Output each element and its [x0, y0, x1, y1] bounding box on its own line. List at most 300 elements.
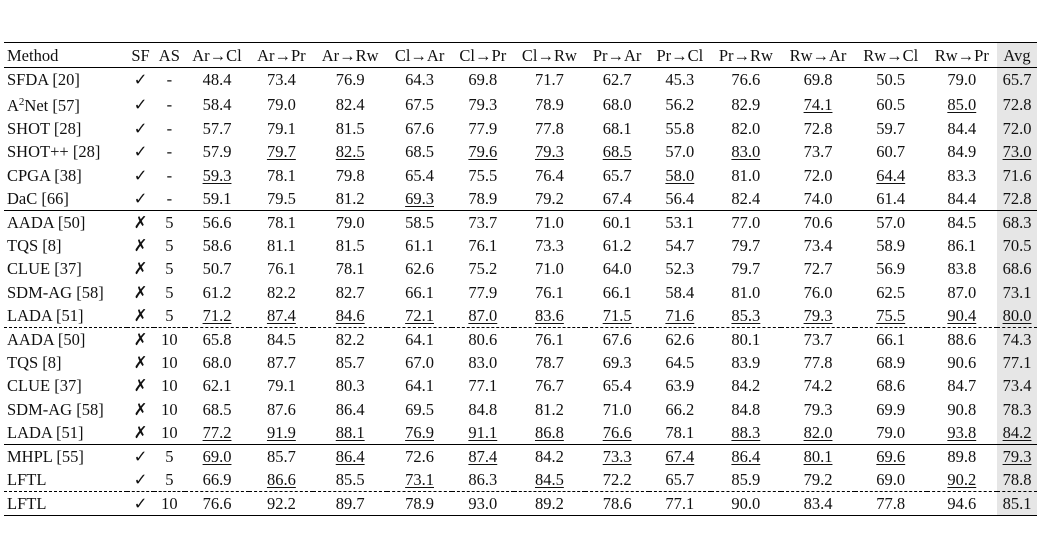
results-table [4, 42, 1037, 516]
sf-cell: ✗ [133, 399, 148, 419]
avg-cell: 65.7 [997, 68, 1037, 92]
as-cell: 10 [161, 422, 178, 442]
value-cell: 90.0 [711, 492, 781, 516]
as-cell: - [166, 94, 173, 114]
value-cell: 78.1 [665, 422, 695, 442]
table-row [4, 397, 1037, 420]
value-cell: 87.0 [468, 305, 498, 325]
table-body [4, 68, 1037, 516]
value-cell: 76.1 [468, 236, 498, 256]
sf-cell: ✓ [133, 165, 148, 185]
table-row [4, 492, 1037, 516]
table-row [4, 257, 1037, 280]
value-cell: 68.5 [602, 142, 632, 162]
value-cell: 69.3 [602, 353, 632, 373]
value-cell: 57.0 [855, 210, 927, 234]
method-cell: TQS [8] [7, 353, 62, 373]
method-cell: LADA [51] [7, 305, 84, 325]
value-cell: 77.0 [711, 210, 781, 234]
value-cell: 83.4 [781, 492, 855, 516]
value-cell: 67.5 [405, 94, 434, 114]
value-cell: 57.9 [202, 142, 232, 162]
sf-cell: ✓ [133, 119, 148, 139]
value-cell: 86.4 [313, 444, 387, 468]
avg-cell: 79.3 [997, 444, 1037, 468]
column-header: Cl→Pr [452, 43, 514, 68]
value-cell: 48.4 [202, 70, 232, 90]
value-cell: 75.5 [468, 165, 498, 185]
value-cell: 79.0 [876, 422, 906, 442]
column-header: SF [127, 43, 154, 68]
method-cell: CLUE [37] [7, 259, 82, 279]
value-cell: 81.2 [534, 399, 564, 419]
value-cell: 63.9 [665, 376, 695, 396]
value-cell: 77.9 [468, 282, 498, 302]
sf-cell: ✗ [133, 236, 148, 256]
value-cell: 77.8 [534, 119, 564, 139]
method-cell: SDM-AG [58] [7, 282, 104, 302]
avg-cell: 73.0 [997, 140, 1037, 163]
sf-cell: ✓ [127, 492, 154, 516]
as-cell: 5 [165, 305, 174, 325]
sf-cell: ✓ [133, 70, 148, 90]
value-cell: 62.6 [649, 327, 711, 351]
value-cell: 82.4 [335, 94, 365, 114]
value-cell: 80.6 [452, 327, 514, 351]
method-cell: LFTL [7, 470, 47, 490]
column-header: Rw→Cl [855, 43, 927, 68]
value-cell: 82.5 [335, 142, 365, 162]
value-cell: 74.1 [803, 94, 833, 114]
sf-cell: ✗ [133, 282, 148, 302]
sf-cell: ✓ [133, 470, 148, 490]
value-cell: 56.6 [185, 210, 250, 234]
value-cell: 67.6 [585, 327, 649, 351]
value-cell: 60.7 [876, 142, 906, 162]
value-cell: 68.5 [405, 142, 434, 162]
value-cell: 76.6 [185, 492, 250, 516]
value-cell: 64.1 [387, 327, 452, 351]
value-cell: 79.6 [468, 142, 498, 162]
value-cell: 71.2 [202, 305, 232, 325]
value-cell: 81.2 [335, 188, 365, 208]
as-cell: - [166, 165, 173, 185]
value-cell: 88.3 [731, 422, 761, 442]
value-cell: 83.9 [731, 353, 761, 373]
value-cell: 72.7 [803, 259, 833, 279]
value-cell: 82.2 [266, 282, 296, 302]
value-cell: 86.3 [468, 470, 498, 490]
value-cell: 86.4 [335, 399, 365, 419]
value-cell: 81.0 [731, 165, 761, 185]
value-cell: 68.1 [602, 119, 632, 139]
value-cell: 78.7 [534, 353, 564, 373]
avg-cell: 68.6 [997, 257, 1037, 280]
value-cell: 84.5 [927, 210, 997, 234]
value-cell: 68.0 [202, 353, 232, 373]
as-cell: 10 [161, 376, 178, 396]
value-cell: 79.5 [266, 188, 296, 208]
sf-cell: ✓ [133, 142, 148, 162]
value-cell: 81.1 [266, 236, 296, 256]
value-cell: 84.4 [947, 119, 977, 139]
value-cell: 58.0 [665, 165, 695, 185]
value-cell: 79.2 [534, 188, 564, 208]
table-row [4, 210, 1037, 234]
value-cell: 64.0 [602, 259, 632, 279]
value-cell: 77.1 [649, 492, 711, 516]
value-cell: 71.0 [534, 259, 564, 279]
value-cell: 62.1 [202, 376, 232, 396]
value-cell: 86.1 [947, 236, 977, 256]
value-cell: 69.8 [803, 70, 833, 90]
value-cell: 56.9 [876, 259, 906, 279]
sf-cell: ✗ [127, 210, 154, 234]
as-cell: - [166, 70, 173, 90]
value-cell: 83.6 [534, 305, 564, 325]
table-row [4, 281, 1037, 304]
as-cell: 5 [165, 259, 174, 279]
value-cell: 78.6 [585, 492, 649, 516]
method-cell: SDM-AG [58] [7, 399, 104, 419]
table-row [4, 468, 1037, 492]
value-cell: 66.9 [202, 470, 232, 490]
method-cell: SHOT [28] [7, 119, 82, 139]
as-cell: 5 [154, 444, 184, 468]
value-cell: 64.5 [665, 353, 695, 373]
value-cell: 76.1 [266, 259, 296, 279]
value-cell: 58.6 [202, 236, 232, 256]
value-cell: 73.7 [452, 210, 514, 234]
value-cell: 94.6 [927, 492, 997, 516]
value-cell: 79.0 [266, 94, 296, 114]
value-cell: 73.4 [803, 236, 833, 256]
value-cell: 76.9 [405, 422, 434, 442]
value-cell: 62.7 [602, 70, 632, 90]
value-cell: 89.2 [514, 492, 586, 516]
table-row [4, 421, 1037, 445]
as-cell: - [166, 142, 173, 162]
method-cell: SHOT++ [28] [7, 142, 101, 162]
value-cell: 72.6 [387, 444, 452, 468]
value-cell: 79.3 [803, 305, 833, 325]
value-cell: 82.0 [803, 422, 833, 442]
value-cell: 77.8 [803, 353, 833, 373]
value-cell: 68.6 [876, 376, 906, 396]
table-row [4, 117, 1037, 140]
value-cell: 69.0 [185, 444, 250, 468]
table-row [4, 187, 1037, 211]
value-cell: 85.5 [335, 470, 365, 490]
value-cell: 73.4 [266, 70, 296, 90]
value-cell: 58.9 [876, 236, 906, 256]
table-row [4, 234, 1037, 257]
value-cell: 86.6 [266, 470, 296, 490]
value-cell: 59.7 [876, 119, 906, 139]
value-cell: 85.9 [731, 470, 761, 490]
method-cell: SFDA [20] [7, 70, 80, 90]
value-cell: 87.7 [266, 353, 296, 373]
value-cell: 52.3 [665, 259, 695, 279]
value-cell: 61.2 [602, 236, 632, 256]
avg-cell: 78.3 [997, 397, 1037, 420]
value-cell: 80.1 [781, 444, 855, 468]
table-row [4, 304, 1037, 328]
value-cell: 79.7 [266, 142, 296, 162]
value-cell: 77.2 [202, 422, 232, 442]
column-header: Pr→Cl [649, 43, 711, 68]
value-cell: 50.5 [876, 70, 906, 90]
value-cell: 76.6 [731, 70, 761, 90]
value-cell: 71.0 [602, 399, 632, 419]
method-cell: AADA [50] [4, 210, 127, 234]
sf-cell: ✗ [133, 259, 148, 279]
value-cell: 56.2 [665, 94, 695, 114]
value-cell: 69.3 [405, 188, 434, 208]
value-cell: 67.6 [405, 119, 434, 139]
value-cell: 75.5 [876, 305, 906, 325]
value-cell: 84.8 [468, 399, 498, 419]
value-cell: 68.5 [202, 399, 232, 419]
value-cell: 54.7 [665, 236, 695, 256]
value-cell: 79.8 [335, 165, 365, 185]
value-cell: 61.4 [876, 188, 906, 208]
value-cell: 81.5 [335, 119, 365, 139]
value-cell: 85.7 [335, 353, 365, 373]
column-header: Rw→Pr [927, 43, 997, 68]
method-cell: $A^2Net$ [57] [7, 96, 80, 116]
value-cell: 60.1 [585, 210, 649, 234]
value-cell: 76.1 [534, 282, 564, 302]
sf-cell: ✗ [133, 305, 148, 325]
value-cell: 83.3 [947, 165, 977, 185]
value-cell: 72.1 [405, 305, 434, 325]
column-header: Rw→Ar [781, 43, 855, 68]
value-cell: 79.7 [731, 259, 761, 279]
value-cell: 84.2 [731, 376, 761, 396]
value-cell: 83.8 [947, 259, 977, 279]
value-cell: 50.7 [202, 259, 232, 279]
column-header: Ar→Pr [249, 43, 313, 68]
value-cell: 84.2 [514, 444, 586, 468]
value-cell: 81.5 [335, 236, 365, 256]
table-row [4, 374, 1037, 397]
value-cell: 68.9 [876, 353, 906, 373]
value-cell: 59.1 [202, 188, 232, 208]
avg-cell: 73.4 [997, 374, 1037, 397]
value-cell: 75.2 [468, 259, 498, 279]
value-cell: 86.8 [534, 422, 564, 442]
value-cell: 82.0 [731, 119, 761, 139]
value-cell: 87.0 [947, 282, 977, 302]
value-cell: 78.9 [387, 492, 452, 516]
table-row [4, 164, 1037, 187]
value-cell: 79.3 [803, 399, 833, 419]
value-cell: 88.1 [335, 422, 365, 442]
value-cell: 66.1 [855, 327, 927, 351]
method-cell: TQS [8] [7, 236, 62, 256]
value-cell: 84.6 [335, 305, 365, 325]
value-cell: 76.4 [534, 165, 564, 185]
value-cell: 90.6 [947, 353, 977, 373]
as-cell: - [166, 188, 173, 208]
value-cell: 59.3 [202, 165, 232, 185]
table-row [4, 140, 1037, 163]
value-cell: 58.4 [665, 282, 695, 302]
value-cell: 56.4 [665, 188, 695, 208]
avg-cell: 73.1 [997, 281, 1037, 304]
value-cell: 87.4 [452, 444, 514, 468]
table-row [4, 68, 1037, 92]
sf-cell: ✗ [127, 327, 154, 351]
method-cell: DaC [66] [7, 188, 69, 208]
value-cell: 69.9 [876, 399, 906, 419]
as-cell: 5 [165, 236, 174, 256]
avg-cell: 74.3 [997, 327, 1037, 351]
value-cell: 83.0 [468, 353, 498, 373]
value-cell: 61.1 [405, 236, 434, 256]
value-cell: 74.2 [803, 376, 833, 396]
value-cell: 73.7 [803, 142, 833, 162]
value-cell: 79.3 [468, 94, 498, 114]
value-cell: 67.0 [405, 353, 434, 373]
value-cell: 93.8 [947, 422, 977, 442]
as-cell: 5 [154, 210, 184, 234]
value-cell: 60.5 [876, 94, 906, 114]
value-cell: 86.4 [711, 444, 781, 468]
value-cell: 65.4 [602, 376, 632, 396]
value-cell: 64.4 [876, 165, 906, 185]
avg-cell: 70.5 [997, 234, 1037, 257]
as-cell: 5 [165, 282, 174, 302]
value-cell: 76.6 [602, 422, 632, 442]
value-cell: 77.9 [468, 119, 498, 139]
value-cell: 85.3 [731, 305, 761, 325]
value-cell: 79.1 [266, 119, 296, 139]
value-cell: 84.8 [731, 399, 761, 419]
value-cell: 45.3 [665, 70, 695, 90]
value-cell: 90.2 [947, 470, 977, 490]
method-cell: MHPL [55] [4, 444, 127, 468]
value-cell: 80.1 [711, 327, 781, 351]
column-header: AS [154, 43, 184, 68]
value-cell: 91.1 [468, 422, 498, 442]
column-header: Pr→Rw [711, 43, 781, 68]
avg-cell: 72.8 [997, 187, 1037, 211]
column-header: Ar→Cl [185, 43, 250, 68]
value-cell: 53.1 [649, 210, 711, 234]
value-cell: 62.6 [405, 259, 434, 279]
as-cell: 10 [154, 492, 184, 516]
value-cell: 78.1 [266, 165, 296, 185]
sf-cell: ✓ [133, 94, 148, 114]
value-cell: 82.7 [335, 282, 365, 302]
value-cell: 73.3 [534, 236, 564, 256]
value-cell: 76.7 [534, 376, 564, 396]
value-cell: 58.4 [202, 94, 232, 114]
avg-cell: 78.8 [997, 468, 1037, 492]
value-cell: 79.0 [947, 70, 977, 90]
value-cell: 78.9 [534, 94, 564, 114]
sf-cell: ✗ [133, 353, 148, 373]
column-header: Method [4, 43, 127, 68]
value-cell: 81.0 [731, 282, 761, 302]
value-cell: 76.0 [803, 282, 833, 302]
as-cell: 5 [165, 470, 174, 490]
value-cell: 93.0 [452, 492, 514, 516]
value-cell: 79.2 [803, 470, 833, 490]
avg-cell: 71.6 [997, 164, 1037, 187]
value-cell: 72.0 [803, 165, 833, 185]
table-row [4, 444, 1037, 468]
value-cell: 57.0 [665, 142, 695, 162]
avg-cell: 84.2 [997, 421, 1037, 445]
value-cell: 65.7 [665, 470, 695, 490]
value-cell: 65.7 [602, 165, 632, 185]
value-cell: 70.6 [781, 210, 855, 234]
value-cell: 84.4 [947, 188, 977, 208]
avg-cell: 85.1 [997, 492, 1037, 516]
value-cell: 77.1 [468, 376, 498, 396]
value-cell: 62.5 [876, 282, 906, 302]
table-row [4, 327, 1037, 351]
value-cell: 68.0 [602, 94, 632, 114]
value-cell: 76.9 [335, 70, 365, 90]
value-cell: 64.1 [405, 376, 434, 396]
value-cell: 90.4 [947, 305, 977, 325]
method-cell: CPGA [38] [7, 165, 82, 185]
avg-cell: 77.1 [997, 351, 1037, 374]
as-cell: 10 [154, 327, 184, 351]
value-cell: 78.9 [468, 188, 498, 208]
value-cell: 82.4 [731, 188, 761, 208]
value-cell: 67.4 [602, 188, 632, 208]
value-cell: 79.0 [313, 210, 387, 234]
avg-cell: 72.8 [997, 91, 1037, 117]
method-cell: CLUE [37] [7, 376, 82, 396]
column-header: Ar→Rw [313, 43, 387, 68]
value-cell: 78.1 [249, 210, 313, 234]
value-cell: 72.8 [803, 119, 833, 139]
value-cell: 82.9 [731, 94, 761, 114]
value-cell: 87.6 [266, 399, 296, 419]
value-cell: 72.2 [602, 470, 632, 490]
value-cell: 91.9 [266, 422, 296, 442]
header-row [4, 43, 1037, 68]
value-cell: 71.6 [665, 305, 695, 325]
value-cell: 85.7 [249, 444, 313, 468]
table-row [4, 91, 1037, 117]
avg-cell: 72.0 [997, 117, 1037, 140]
method-cell: AADA [50] [4, 327, 127, 351]
value-cell: 71.7 [534, 70, 564, 90]
value-cell: 73.1 [405, 470, 434, 490]
value-cell: 84.5 [534, 470, 564, 490]
value-cell: 69.8 [468, 70, 498, 90]
value-cell: 66.1 [405, 282, 434, 302]
value-cell: 73.7 [781, 327, 855, 351]
value-cell: 57.7 [202, 119, 232, 139]
as-cell: 10 [161, 399, 178, 419]
sf-cell: ✓ [127, 444, 154, 468]
column-header: Cl→Ar [387, 43, 452, 68]
value-cell: 69.5 [405, 399, 434, 419]
value-cell: 84.7 [947, 376, 977, 396]
avg-cell: 68.3 [997, 210, 1037, 234]
value-cell: 66.1 [602, 282, 632, 302]
value-cell: 77.8 [855, 492, 927, 516]
as-cell: - [166, 119, 173, 139]
